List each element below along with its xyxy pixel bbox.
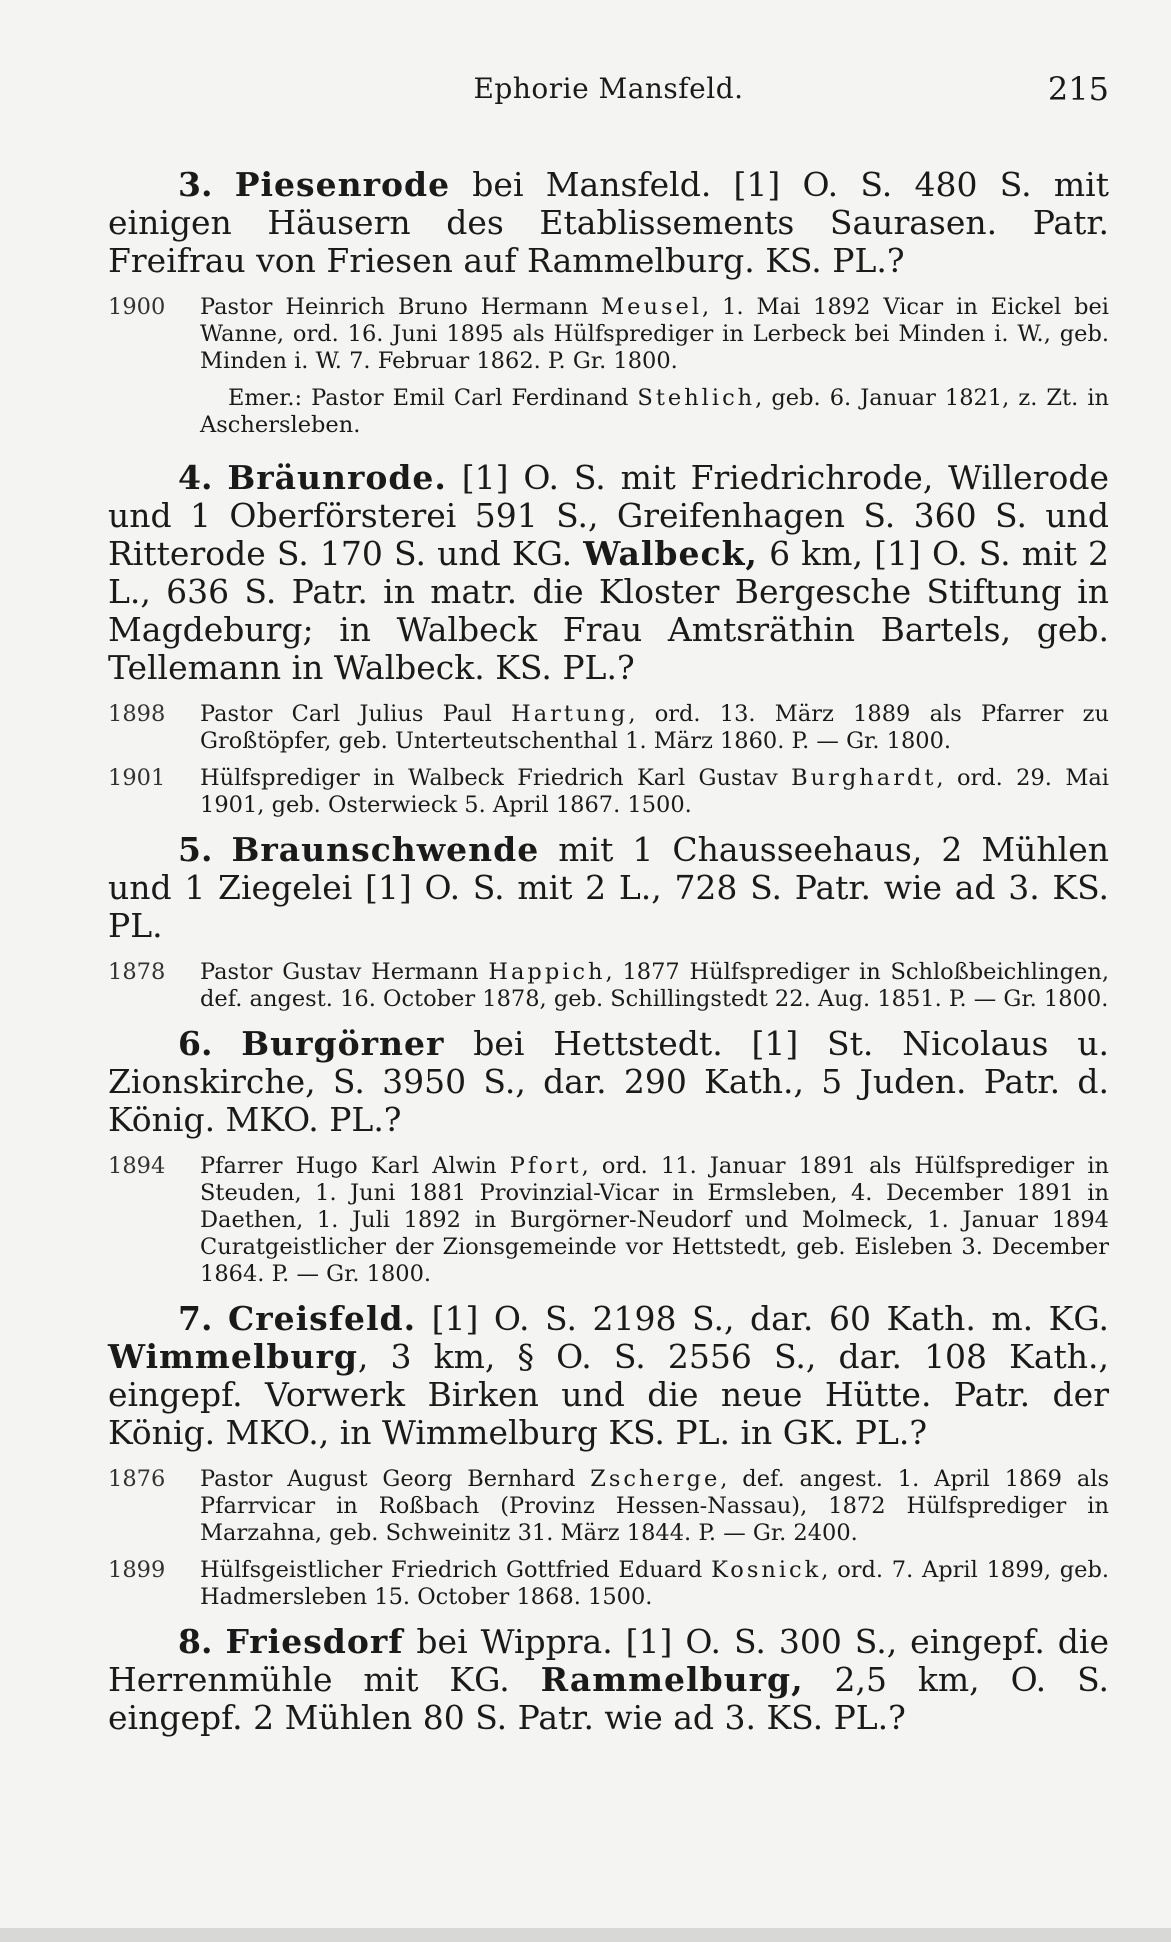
parish-description: bei Hettstedt. [1] St. Nicolaus u. Zionskirche, S. 3950 S., dar. 290 Kath., 5 Juden. Patr. d. König. MKO. PL.? xyxy=(108,1024,1109,1139)
filial-name: Wimmelburg xyxy=(108,1337,358,1376)
parish-name: Friesdorf xyxy=(225,1622,404,1661)
pastor-surname: Pfort xyxy=(509,1153,582,1179)
parish-number: 3. xyxy=(178,165,213,204)
pastor-text: Pastor August Georg Bernhard Zscherge, def. angest. 1. April 1869 als Pfarrvicar in Roßbach (Provinz Hessen-Nassau), 1872 Hülfsprediger in Marzahna, geb. Schweinitz 31. März 1844. P. — Gr. 2400. xyxy=(200,1466,1109,1546)
pastor-surname: Meusel xyxy=(601,294,703,320)
parish-entry xyxy=(108,831,1109,1013)
filial-name: Walbeck, xyxy=(583,534,758,573)
parish-heading xyxy=(108,1623,1109,1737)
parish-name: Piesenrode xyxy=(234,165,451,204)
pastor-text: Pastor Gustav Hermann Happich, 1877 Hülfsprediger in Schloßbeichlingen, def. angest. 16. October 1878, geb. Schillingstedt 22. Aug. 1851. P. — Gr. 1800. xyxy=(200,959,1109,1012)
pastor-year: 1876 xyxy=(108,1466,166,1492)
parish-name: Burgörner xyxy=(241,1024,445,1063)
pastor-year: 1901 xyxy=(108,765,166,791)
pastor-surname: Burghardt xyxy=(791,765,937,791)
parish-name: Creisfeld. xyxy=(228,1299,417,1338)
parish-name: Bräunrode. xyxy=(227,458,447,497)
parish-number: 5. xyxy=(178,830,213,869)
pastor-year: 1900 xyxy=(108,294,166,320)
parish-description: bei Mansfeld. [1] O. S. 480 S. mit einigen Häusern des Etablissements Saurasen. Patr. Freifrau von Friesen auf Rammelburg. KS. PL.? xyxy=(108,165,1109,280)
parish-number: 6. xyxy=(178,1024,213,1063)
pastor-year: 1894 xyxy=(108,1153,166,1179)
page-header xyxy=(108,66,1109,122)
pastor-text: Pastor Heinrich Bruno Hermann Meusel, 1. Mai 1892 Vicar in Eickel bei Wanne, ord. 16. Juni 1895 als Hülfsprediger in Lerbeck bei Minden i. W., geb. Minden i. W. 7. Februar 1862. P. Gr. 1800. xyxy=(200,294,1109,374)
pastor-record xyxy=(108,959,1109,1013)
pastor-record xyxy=(108,765,1109,819)
pastor-year: 1898 xyxy=(108,701,166,727)
pastor-surname: Zscherge xyxy=(590,1466,721,1492)
parish-description: bei Wippra. [1] O. S. 300 S., eingepf. die Herrenmühle mit KG. xyxy=(108,1622,1109,1699)
parish-description-cont: 6 km, [1] O. S. mit 2 L., 636 S. Patr. in matr. die Kloster Bergesche Stiftung in Magdeburg; in Walbeck Frau Amtsräthin Bartels, geb. Tellemann in Walbeck. KS. PL.? xyxy=(108,534,1109,687)
parish-entry xyxy=(108,459,1109,819)
parish-description: [1] O. S. 2198 S., dar. 60 Kath. m. KG. xyxy=(416,1299,1109,1338)
parish-heading xyxy=(108,831,1109,945)
pastor-year: 1878 xyxy=(108,959,166,985)
parish-description: [1] O. S. mit Friedrichrode, Willerode und 1 Oberförsterei 591 S., Greifenhagen S. 360 S. und Ritterode S. 170 S. und KG. xyxy=(108,458,1109,573)
parish-heading xyxy=(108,1025,1109,1139)
parish-description-cont: , 3 km, § O. S. 2556 S., dar. 108 Kath., eingepf. Vorwerk Birken und die neue Hütte. Patr. der König. MKO., in Wimmelburg KS. PL. in GK. PL.? xyxy=(108,1337,1109,1452)
pastor-surname: Kosnick xyxy=(711,1557,822,1583)
parish-entry xyxy=(108,166,1109,439)
emeritus-record: Emer.: Pastor Emil Carl Ferdinand Stehlich, geb. 6. Januar 1821, z. Zt. in Aschersleben. xyxy=(200,385,1110,438)
parish-heading xyxy=(108,166,1109,280)
pastor-year: 1899 xyxy=(108,1557,166,1583)
parish-description-cont: 2,5 km, O. S. eingepf. 2 Mühlen 80 S. Patr. wie ad 3. KS. PL.? xyxy=(108,1660,1109,1737)
pastor-surname: Hartung xyxy=(511,701,629,727)
pastor-text: Pfarrer Hugo Karl Alwin Pfort, ord. 11. Januar 1891 als Hülfsprediger in Steuden, 1. Juni 1881 Provinzial-Vicar in Ermsleben, 4. December 1891 in Daethen, 1. Juli 1892 in Burgörner-Neudorf und Molmeck, 1. Januar 1894 Curatgeistlicher der Zionsgemeinde vor Hettstedt, geb. Eisleben 3. December 1864. P. — Gr. 1800. xyxy=(200,1153,1110,1287)
parish-name: Braunschwende xyxy=(231,830,540,869)
pastor-record xyxy=(108,701,1109,755)
pastor-text: Pastor Carl Julius Paul Hartung, ord. 13. März 1889 als Pfarrer zu Großtöpfer, geb. Unterteutschenthal 1. März 1860. P. — Gr. 1800. xyxy=(200,701,1110,754)
pastor-record xyxy=(108,1153,1109,1288)
parish-number: 8. xyxy=(178,1622,213,1661)
pastor-record xyxy=(108,1557,1109,1611)
emeritus-surname: Stehlich xyxy=(637,385,756,411)
filial-name: Rammelburg, xyxy=(540,1660,804,1699)
parish-number: 4. xyxy=(178,458,213,497)
parish-number: 7. xyxy=(178,1299,213,1338)
parish-entry xyxy=(108,1300,1109,1611)
parish-heading xyxy=(108,1300,1109,1452)
pastor-text: Hülfsgeistlicher Friedrich Gottfried Eduard Kosnick, ord. 7. April 1899, geb. Hadmersleben 15. October 1868. 1500. xyxy=(200,1557,1109,1610)
scan-bottom-edge xyxy=(0,1928,1171,1942)
parish-entry xyxy=(108,1025,1109,1288)
pastor-surname: Happich xyxy=(488,959,606,985)
pastor-text: Hülfsprediger in Walbeck Friedrich Karl Gustav Burghardt, ord. 29. Mai 1901, geb. Osterwieck 5. April 1867. 1500. xyxy=(200,765,1109,818)
pastor-record xyxy=(108,294,1109,375)
pastor-record xyxy=(108,1466,1109,1547)
parish-entry xyxy=(108,1623,1109,1737)
parish-heading xyxy=(108,459,1109,687)
parish-description: mit 1 Chausseehaus, 2 Mühlen und 1 Ziegelei [1] O. S. mit 2 L., 728 S. Patr. wie ad 3. KS. PL. xyxy=(108,830,1109,945)
page-number: 215 xyxy=(1047,70,1109,108)
running-title: Ephorie Mansfeld. xyxy=(473,72,744,105)
